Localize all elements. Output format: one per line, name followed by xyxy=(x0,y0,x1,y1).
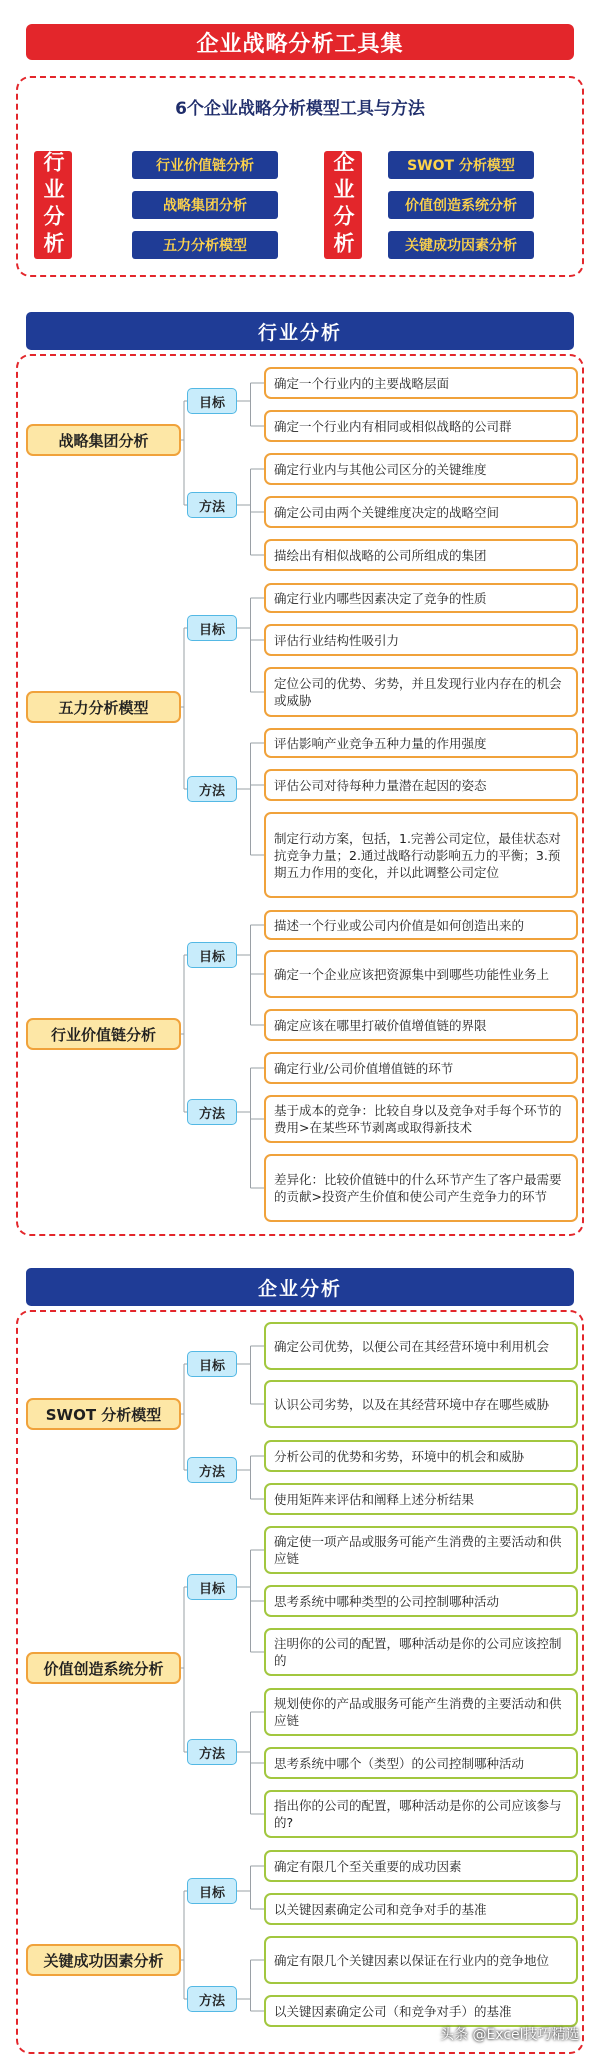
method-tag-five-forces: 方法 xyxy=(187,776,237,802)
goal-tag-key-success-factors: 目标 xyxy=(187,1878,237,1904)
category-industry-analysis: 行业分析 xyxy=(34,151,72,259)
main-title: 企业战略分析工具集 xyxy=(26,24,574,60)
section-title-industry: 行业分析 xyxy=(26,312,574,350)
overview-panel xyxy=(16,76,584,277)
method-item-value-chain: 确定行业/公司价值增值链的环节 xyxy=(264,1052,578,1084)
method-item-value-creation: 指出你的公司的配置，哪种活动是你的公司应该参与的? xyxy=(264,1790,578,1838)
model-label-value-chain: 行业价值链分析 xyxy=(26,1018,181,1050)
goal-item-five-forces: 确定行业内哪些因素决定了竞争的性质 xyxy=(264,583,578,613)
goal-tag-swot: 目标 xyxy=(187,1351,237,1377)
method-item-value-creation: 规划使你的产品或服务可能产生消费的主要活动和供应链 xyxy=(264,1688,578,1736)
goal-item-value-creation: 思考系统中哪种类型的公司控制哪种活动 xyxy=(264,1585,578,1617)
goal-item-swot: 确定公司优势，以便公司在其经营环境中利用机会 xyxy=(264,1322,578,1370)
model-label-key-success-factors: 关键成功因素分析 xyxy=(26,1944,181,1976)
goal-item-value-chain: 确定一个企业应该把资源集中到哪些功能性业务上 xyxy=(264,950,578,998)
goal-item-key-success-factors: 以关键因素确定公司和竞争对手的基准 xyxy=(264,1893,578,1925)
method-item-five-forces: 评估影响产业竞争五种力量的作用强度 xyxy=(264,728,578,758)
tool-value-creation-system[interactable]: 价值创造系统分析 xyxy=(388,191,534,219)
method-item-key-success-factors: 以关键因素确定公司（和竞争对手）的基准 xyxy=(264,1995,578,2027)
method-tag-value-creation: 方法 xyxy=(187,1739,237,1765)
goal-item-strategic-group: 确定一个行业内的主要战略层面 xyxy=(264,367,578,399)
watermark-text: 头条 @Excel技巧精选 xyxy=(440,2027,580,2043)
goal-tag-value-creation: 目标 xyxy=(187,1574,237,1600)
goal-item-value-chain: 描述一个行业或公司内价值是如何创造出来的 xyxy=(264,910,578,940)
goal-item-value-chain: 确定应该在哪里打破价值增值链的界限 xyxy=(264,1009,578,1041)
method-item-five-forces: 制定行动方案，包括，1.完善公司定位，最佳状态对抗竞争力量；2.通过战略行动影响五力的平衡；3.预期五力作用的变化，并以此调整公司定位 xyxy=(264,812,578,898)
tool-strategic-group[interactable]: 战略集团分析 xyxy=(132,191,278,219)
overview-subtitle: 6个企业战略分析模型工具与方法 xyxy=(175,99,425,119)
model-label-strategic-group: 战略集团分析 xyxy=(26,424,181,456)
goal-item-swot: 认识公司劣势，以及在其经营环境中存在哪些威胁 xyxy=(264,1380,578,1428)
tool-key-success-factors[interactable]: 关键成功因素分析 xyxy=(388,231,534,259)
method-item-key-success-factors: 确定有限几个关键因素以保证在行业内的竞争地位 xyxy=(264,1936,578,1984)
tool-swot[interactable]: SWOT 分析模型 xyxy=(388,151,534,179)
method-item-value-chain: 基于成本的竞争：比较自身以及竞争对手每个环节的费用>在某些环节剥离或取得新技术 xyxy=(264,1095,578,1143)
goal-item-five-forces: 定位公司的优势、劣势，并且发现行业内存在的机会或威胁 xyxy=(264,667,578,717)
method-item-five-forces: 评估公司对待每种力量潜在起因的姿态 xyxy=(264,769,578,801)
category-enterprise-analysis: 企业分析 xyxy=(324,151,362,259)
method-tag-strategic-group: 方法 xyxy=(187,492,237,518)
goal-tag-strategic-group: 目标 xyxy=(187,388,237,414)
model-label-five-forces: 五力分析模型 xyxy=(26,691,181,723)
model-label-swot: SWOT 分析模型 xyxy=(26,1398,181,1430)
goal-tag-value-chain: 目标 xyxy=(187,942,237,968)
method-item-value-creation: 思考系统中哪个（类型）的公司控制哪种活动 xyxy=(264,1747,578,1779)
method-tag-swot: 方法 xyxy=(187,1457,237,1483)
goal-item-value-creation: 确定使一项产品或服务可能产生消费的主要活动和供应链 xyxy=(264,1526,578,1574)
goal-item-five-forces: 评估行业结构性吸引力 xyxy=(264,624,578,656)
goal-item-key-success-factors: 确定有限几个至关重要的成功因素 xyxy=(264,1850,578,1882)
model-label-value-creation: 价值创造系统分析 xyxy=(26,1652,181,1684)
goal-tag-five-forces: 目标 xyxy=(187,615,237,641)
goal-item-strategic-group: 确定一个行业内有相同或相似战略的公司群 xyxy=(264,410,578,442)
method-item-swot: 使用矩阵来评估和阐释上述分析结果 xyxy=(264,1483,578,1515)
method-item-value-chain: 差异化：比较价值链中的什么环节产生了客户最需要的贡献>投资产生价值和使公司产生竞争力的环节 xyxy=(264,1154,578,1222)
method-item-swot: 分析公司的优势和劣势，环境中的机会和威胁 xyxy=(264,1440,578,1472)
method-item-strategic-group: 描绘出有相似战略的公司所组成的集团 xyxy=(264,539,578,571)
method-tag-value-chain: 方法 xyxy=(187,1099,237,1125)
tool-industry-value-chain[interactable]: 行业价值链分析 xyxy=(132,151,278,179)
section-title-enterprise: 企业分析 xyxy=(26,1268,574,1306)
tool-five-forces[interactable]: 五力分析模型 xyxy=(132,231,278,259)
method-item-strategic-group: 确定行业内与其他公司区分的关键维度 xyxy=(264,453,578,485)
goal-item-value-creation: 注明你的公司的配置，哪种活动是你的公司应该控制的 xyxy=(264,1628,578,1676)
method-tag-key-success-factors: 方法 xyxy=(187,1986,237,2012)
method-item-strategic-group: 确定公司由两个关键维度决定的战略空间 xyxy=(264,496,578,528)
